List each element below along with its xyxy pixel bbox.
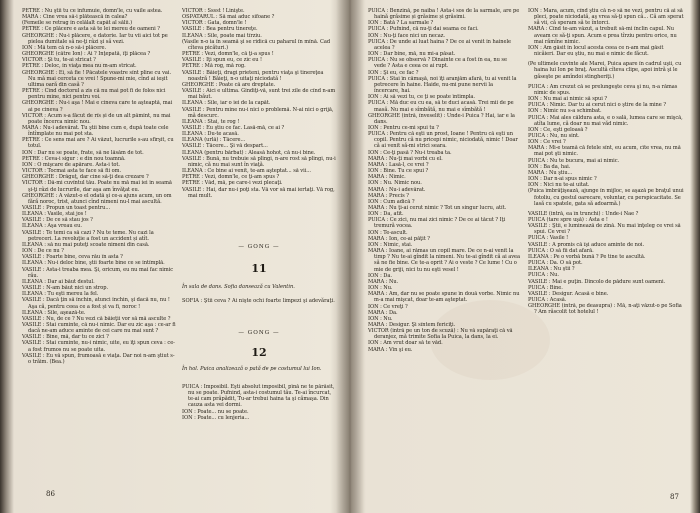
dialogue-paragraph: MARA : Desigur. Şi sîntem fericiţi. <box>368 321 456 328</box>
dialogue-paragraph: ILEANA : Vasile, stai jos ! <box>22 211 87 218</box>
dialogue-paragraph: ION : Şi eu, ce fac ? <box>368 69 419 76</box>
dialogue-paragraph: VASILE : Pentru mine nu-i nici o problemă. N-ai nici o grijă, mă descurc. <box>182 106 334 119</box>
dialogue-paragraph: VASILE : Bea pentru tinereţe. <box>182 26 258 33</box>
dialogue-paragraph: ION : O mişcare de apărare. Asta-i tot. <box>22 161 120 168</box>
dialogue-paragraph: VICTOR (intră pe un ton de scuză) : Nu vă supăraţi că vă deranjez, mă trimite Sofia la Puica, la dans, la ei. <box>368 328 513 341</box>
dialogue-paragraph: ION : Dar bine, mă, nu mi-a păsat. <box>368 51 456 58</box>
dialogue-paragraph: MARA : Am, dar nu se poate spune în două vorbe. Nimic nu m-a mai mişcat, doar te-am aşteptat. <box>368 291 520 304</box>
dialogue-paragraph: VASILE : Băieţi, dragi prieteni, pentru viaţa şi tinereţea noastră ! Băieţi, n-o uitaţi niciodată ! <box>182 69 324 82</box>
dialogue-paragraph: ILEANA (urlă) : Tăcere... <box>182 137 246 144</box>
dialogue-paragraph: ION : Dar nu se poate, frate, să ne lăsăm de tot. <box>22 149 144 156</box>
dialogue-paragraph: GHEORGHE (intră, înveselit) : Unde-i Puica ? Hai, iar e la dans. <box>368 112 515 125</box>
dialogue-paragraph: ILEANA : Du-te acasă. <box>182 131 239 138</box>
dialogue-paragraph: PUICA : Acasă. <box>528 297 567 304</box>
dialogue-paragraph: MARA : Lasă-l, ce vrei ? <box>368 161 429 168</box>
dialogue-paragraph: MARA : Da. <box>368 309 398 316</box>
scene-11-stage-direction: În sala de dans. Sofia dansează cu Valentin. <box>182 284 295 290</box>
dialogue-paragraph: ILEANA : să nu mai puteţi scoate nimeni din casă. <box>22 241 150 248</box>
dialogue-paragraph: VASILE : Bună, nu trebuie să plîngi, n-are rost să plîngi, nu-i nimic, că nu mai sunt în viaţă. <box>182 155 336 168</box>
dialogue-paragraph: PUICA : Ce zici, nu mai zici nimic ? De ce ai tăcut ? Îţi tremură vocea. <box>368 217 506 230</box>
dialogue-paragraph: (Vasile n-o ia în seamă şi se ridică cu paharul în mînă. Cad cîteva picături.) <box>182 38 331 51</box>
dialogue-paragraph: VASILE : Foarte bine, ceva rău în asta ? <box>22 254 123 261</box>
dialogue-paragraph: ILEANA : Sile, aşează-te. <box>22 309 86 316</box>
dialogue-paragraph: VICTOR : Gata, domn'le ! <box>182 20 247 27</box>
dialogue-paragraph: PETRE : Ceva-i sigur : e din nou toamnă. <box>22 155 126 162</box>
dialogue-paragraph: ILEANA : Pe o vorbă bună ? Pe tine te ascultă. <box>528 253 646 260</box>
dialogue-paragraph: ION : Cum adică ? <box>368 198 415 205</box>
dialogue-paragraph: PUICA : Nimic. Dar tu ai cerut nici o ştire de la mine ? <box>528 102 667 109</box>
dialogue-lines <box>22 8 176 365</box>
dialogue-paragraph: ILEANA (pentru bărbat) : Aleasă hohot, că nu-i bine. <box>182 149 316 156</box>
dialogue-paragraph: ION : Nu mai ai nimic să spui ? <box>528 96 608 103</box>
dialogue-paragraph: PUICA : Mai ales căldura asta, e o sală, lumea care se mişcă, atîta lume, că doar nu mai văd nimic. <box>528 114 683 127</box>
dialogue-paragraph: PUICA : Bine. <box>528 284 563 291</box>
dialogue-paragraph: VICTOR : Sssst ! Linişte. <box>182 8 245 14</box>
dialogue-paragraph: ION : Nu-ţi face nici un necaz. <box>368 32 445 39</box>
dialogue-paragraph: ION : Am vrut doar să te văd. <box>368 340 443 347</box>
dialogue-paragraph: PETRE : Ce sens mai are ? Ai văzut, lucrurile s-au sfîrşit, cu totul. <box>22 137 174 150</box>
dialogue-paragraph: PUICA : Stai în cămaşă, noi îţi aranjăm afară, tu ai venit la petrecere în haine. Haide, nu-mi pune nervii la încercare, hai. <box>368 75 517 95</box>
scene-12-dialogue <box>182 384 336 421</box>
dialogue-paragraph: MARA : Ion, ce-ai păţit ? <box>368 235 430 242</box>
dialogue-paragraph: ION : Am găsit în locul acesta ceea ce n-am mai găsit nicăieri. Dar eu ştiu, nu mai e nimic de făcut. <box>528 44 664 58</box>
dialogue-paragraph: PUICA : Nu. <box>528 272 559 279</box>
dialogue-paragraph: ION : Te-ascult. <box>368 229 408 236</box>
dialogue-paragraph: ILEANA : Nu-i deloc bine, ştii foarte bine ce se întîmplă. <box>22 260 165 267</box>
dialogue-paragraph: MARA : Nu. <box>368 278 399 285</box>
dialogue-paragraph: VASILE : Mai e puţin. Dincolo de pădure sunt oameni. <box>528 278 666 285</box>
dialogue-lines <box>182 8 336 199</box>
dialogue-paragraph: VASILE : A promis că îşi aduce aminte de noi. <box>528 241 645 248</box>
dialogue-paragraph: ION : Nimic, stai. <box>368 241 413 248</box>
dialogue-paragraph: MARA : Nu ţi-ai cerut nimic ? Tot un singur lucru, atît. <box>368 205 507 211</box>
dialogue-paragraph: VASILE : Eu vă spun, frumoasă e viaţa. Dar noi n-am ştiut s-o trăim. (Bea.) <box>22 352 175 365</box>
dialogue-paragraph: VASILE : Tăcere... Şi vă despart... <box>182 143 268 150</box>
scene-number-11: 11 <box>251 262 267 275</box>
dialogue-paragraph: MARA : Nu-i adevărat. Tu ştii bine cum e, după toate cele întîmplate nu mai pot sta. <box>22 124 169 138</box>
dialogue-paragraph: MARA : Nu-i adevărat. <box>368 186 426 193</box>
dialogue-paragraph: ILEANA : Tu eşti mereu la fel. <box>22 291 99 298</box>
dialogue-paragraph: GHEORGHE (intră, pe deasupra) : Mă, n-aţi văzut-o pe Sofia ? Am răscolit tot hotelul ! <box>528 303 682 316</box>
dialogue-paragraph: VASILE : Îţi spun eu, ce zic eu ! <box>182 57 263 64</box>
dialogue-paragraph: PUICA : Nu, nu sînt. <box>528 132 580 139</box>
dialogue-paragraph: ION : Ce vreţi ? <box>368 303 408 310</box>
dialogue-paragraph: MARA : Mi-e teamă că fetele sînt, eu acum, cîte vrea, nu mă mai pot şti nimic. <box>528 145 681 158</box>
dialogue-paragraph: ION : Bine. Tu ce spui ? <box>368 168 429 175</box>
scene-number-12: 12 <box>251 346 267 359</box>
dialogue-paragraph: GHEORGHE : Nu-i aşa ! Mai e cineva care te aşteaptă, mai ai pe cineva ? <box>22 100 173 113</box>
dialogue-paragraph: ILEANA : Stai, te rog ! <box>182 118 240 125</box>
left-page-column-1 <box>22 8 176 482</box>
dialogue-paragraph: ION : Da. <box>368 272 392 279</box>
dialogue-paragraph: PUICA : Pufnind, că nu-ţi dai seama ce faci. <box>368 26 479 33</box>
dialogue-paragraph: ION : Pentru ce-mi spui tu ? <box>368 124 439 131</box>
dialogue-paragraph: ION : Ce, eşti geloasă ? <box>528 126 588 133</box>
dialogue-paragraph: (Femeile se retrag în celălalt capăt al sălii.) <box>22 20 133 27</box>
dialogue-paragraph: ION : Nimic nu s-a schimbat. <box>528 108 602 115</box>
dialogue-paragraph: PUICA : Benzină, pe naiba ! Asta-i sos de la sarmale, are pe haină grăsime și grăsime și grăsimi. <box>368 8 520 21</box>
dialogue-paragraph: VASILE : Te temi ca să cazi ? Nu te teme. Nu cazi la petreceri. La revoluţie a fost un accident și atît. <box>22 229 154 242</box>
dialogue-paragraph: PETRE : Ce plăcere e asta să te lei mereu de oameni ? <box>22 26 160 33</box>
dialogue-paragraph: PUICA : Nu se observă ? Dinainte ce a fost în ea, nu se vede ? Asta e ceea ce ai rupt. <box>368 57 507 70</box>
dialogue-paragraph: PUICA : Da. O să pot. <box>528 260 583 267</box>
dialogue-paragraph: MARA : Nu ştiu... <box>528 169 573 176</box>
dialogue-paragraph: MARA : Nu-ţi mai vorbi cu el. <box>368 155 443 162</box>
dialogue-paragraph: ION : Poate... cu lenjeria... <box>182 414 250 421</box>
dialogue-paragraph: VASILE : Stai cuminte, că nu-i nimic. Dar eu zic aşa : ce-ar fi dacă ne-am aduce aminte de cei care nu mai sunt ? <box>22 321 176 335</box>
dialogue-paragraph: ION : Ai să vezi tu, ce ţi se poate întîmpla. <box>368 94 475 101</box>
right-page <box>368 8 686 507</box>
dialogue-paragraph: VICTOR : Tocmai asta te face să fii om. <box>22 168 122 175</box>
left-page <box>22 8 338 507</box>
scene-11-dialogue: SOFIA : Ştii ceva ? Ai nişte ochi foarte limpezi şi adevăraţi. <box>182 298 335 304</box>
dialogue-paragraph: ION : Nu. <box>368 315 393 322</box>
dialogue-paragraph: GHEORGHE : Nu-i plăcere, e datorie. Iar tu vii aici tot pe pielea dumitale să ne-ţi râzi şi să vezi. <box>22 32 168 45</box>
dialogue-paragraph: ILEANA : Aşa vreau eu. <box>22 223 82 230</box>
dialogue-paragraph: VASILE : Desigur. Acasă e bine. <box>528 290 609 297</box>
dialogue-paragraph: ION : Ce vrei ? <box>528 139 566 146</box>
right-page-column-2 <box>528 8 684 486</box>
dialogue-paragraph: PUICA : Vasile ! <box>528 235 569 242</box>
dialogue-paragraph: PUICA : Nu te bucura, mai ai nimic. <box>528 157 620 164</box>
dialogue-paragraph: PETRE : Mă rog, mă rog. <box>182 63 246 70</box>
dialogue-paragraph: ION : Ba da, hai. <box>528 163 571 170</box>
dialogue-paragraph: ION : Poate... nu se poate. <box>182 408 249 415</box>
dialogue-paragraph: VASILE : Aici e ultima. Gîndiţi-vă, sunt trei zile de cînd n-am mai băut. <box>182 88 336 101</box>
dialogue-paragraph: (Pe ultimele cuvinte ale Marei, Puica apare în cadrul uşii, cu haina lui Ion pe braţ. Ascultă cîteva clipe, apoi intră şi le găseşte pe amîndoi stingheriţi.) <box>528 61 682 80</box>
dialogue-paragraph: PETRE : Deloc, în viaţa mea nu m-am stricat. <box>22 63 137 70</box>
book-spine <box>336 0 364 513</box>
gong-divider: — GONG — <box>238 330 280 336</box>
dialogue-paragraph: VICTOR : Acum s-a făcut de rîs și de un alt pămînt, nu mai poate încerca nimic nou. <box>22 112 171 125</box>
dialogue-paragraph: ION : Bată ? La sarmale ? <box>368 20 434 27</box>
dialogue-paragraph: VASILE : Asta-i treaba mea. Şi, oricum, eu nu mai fac nimic rău. <box>22 266 174 279</box>
dialogue-paragraph: PETRE : Vezi, domn'le, că ţi-a spus ! <box>182 51 274 58</box>
dialogue-paragraph: VASILE (intră, ea în trunchi) : Unde-i Nae ? <box>528 210 639 217</box>
dialogue-paragraph: ION : Mara, acum, cînd ştiu că n-o să ne vezi, pentru că ai să pleci, poate niciodată, aş vrea să-ţi spun că... Că am sperat să vii, că speram să te întorci. <box>528 8 684 27</box>
dialogue-paragraph: VICTOR : Dă-mi cuvîntul tău. Poate nu mă mai iei în seamă şi-ţi râzi de lucrurile, dar aşa am învăţat eu. <box>22 180 172 193</box>
dialogue-paragraph: PUICA : Pentru că eşti un prost, Ioane ! Pentru că eşti un copil. Pentru că nu pricepi nimic, niciodată, nimic ! Doar că ai venit să-mi strici seara. <box>368 131 518 150</box>
dialogue-paragraph: PUICA : O să fii dat afară. <box>528 247 594 254</box>
dialogue-paragraph: ION : Ce-ţi pasă ? Nu-i treaba ta. <box>368 149 452 156</box>
dialogue-paragraph: MARA : Precis ? <box>368 192 409 199</box>
dialogue-paragraph: PUICA : Imposibil. Eşti absolut imposibil, pînă ne te părăsit, nu se poate. Pufnind, asta-i costumul tău. Te-ai încurcat, te-ai cam prăpădit, Tu-ar trebui haina ta şi cămaşa. Din cauza asta vei dormi. <box>182 384 335 409</box>
dialogue-paragraph: GHEORGHE : A văzut-o el odată şi ce-a ajuns acum, un om fără noroc, trist, atunci cînd nimeni nu-l mai ascultă. <box>22 192 172 205</box>
dialogue-paragraph: (Puica îmbrăţişează, ajunge în mijloc, se aşază pe braţul unui fotoliu, cu gestul oarecare, voluntar, cu perspicacitate. Se lasă cu spatele, gata să adoarmă.) <box>528 188 684 207</box>
gong-divider: — GONG — <box>238 244 280 250</box>
dialogue-paragraph: GHEORGHE : Ei, să fie ! Păcatele voastre sînt pline cu vai. Nu mă mai cerceta ce vrei ! Spune-mi mie, cînd ai ieşit ultima oară din casă ? <box>22 69 172 88</box>
dialogue-paragraph: ION : Nu. Nimic nou. <box>368 180 422 187</box>
dialogue-paragraph: GHEORGHE : Drăguţ, dar cine să-ţi dea crezare ? <box>22 174 149 181</box>
dialogue-paragraph: VICTOR : Şi tu, te-ai stricat ? <box>22 57 96 64</box>
dialogue-paragraph: PETRE : Nu ştii tu ce înfumuie, domn'le, cu vaile astea. <box>22 8 163 14</box>
dialogue-paragraph: VASILE : Propun un toast pentru... <box>22 205 111 211</box>
dialogue-paragraph: PETRE : Cînd doctorul a zis că nu mai pot fi de folos nici pentru mine, nici pentru voi. <box>22 88 166 101</box>
dialogue-paragraph: PETRE : Văd, mă, pe care-i vezi plecaţi. <box>182 180 283 187</box>
dialogue-lines <box>528 8 684 316</box>
dialogue-paragraph: ILEANA : Sile, iar o iei de la capăt. <box>182 100 271 107</box>
dialogue-paragraph: ION : De ce nu ? <box>22 248 64 255</box>
dialogue-paragraph: ION : Da, atît. <box>368 211 404 218</box>
dialogue-paragraph: ILEANA : Nu ştii ? <box>528 266 575 273</box>
dialogue-paragraph: GHEORGHE (către Ion) : Ai ? Înţepată, îţi plăcea ? <box>22 51 151 58</box>
right-page-column-1 <box>368 8 520 488</box>
dialogue-paragraph: ILEANA : Dar ai băut destul. <box>22 278 95 285</box>
dialogue-paragraph: VASILE : Stai cuminte, nu-i nimic, uite, eu îţi spun ceva : ce-a fost frumos nu se poate uita. <box>22 340 175 353</box>
dialogue-paragraph: VASILE : De ce să stau jos ? <box>22 217 93 224</box>
dialogue-paragraph: VASILE : N-am băut nici un strop. <box>22 285 109 292</box>
dialogue-paragraph: ILEANA : Sile, poate mai tîrziu. <box>182 32 262 39</box>
scene-12-stage-direction: În hol. Puica analizează o pată de pe costumul lui Ion. <box>182 366 322 372</box>
dialogue-paragraph: VASILE : Bine, mă, dar tu ce zici ? <box>22 334 109 341</box>
dialogue-lines <box>368 8 520 353</box>
dialogue-paragraph: VASILE : Nu, de ce ? Nu vezi că băieţii vor să mă asculte ? <box>22 315 171 322</box>
dialogue-paragraph: PUICA (tare spre uşă) : Asta e ! <box>528 217 608 223</box>
dialogue-paragraph: ION : Mă tem că n-o să-i plăcere. <box>22 44 107 51</box>
dialogue-paragraph: ION : Dar n-ai spus nimic ? <box>528 176 597 183</box>
page-number-left: 86 <box>46 490 55 498</box>
dialogue-paragraph: MARA : Cine vrea să-i plătească în calea? <box>22 14 128 21</box>
dialogue-paragraph: OSPĂTARUL : Să mai aduc sifoane ? <box>182 14 275 21</box>
left-page-column-2 <box>182 8 336 484</box>
dialogue-paragraph: ION : Nici nu te-ai uitat. <box>528 182 590 189</box>
dialogue-paragraph: MARA : Vin şi eu. <box>368 346 413 353</box>
dialogue-paragraph: VASILE : Eu ştiu ce fac. Lasă-mă, ce ai ? <box>182 124 285 131</box>
dialogue-paragraph: ION : Nu. <box>368 285 393 292</box>
dialogue-paragraph: MARA : Nimic. <box>368 174 406 181</box>
dialogue-paragraph: VASILE : Dacă ţin să închin, atunci închin, şi dacă nu, nu ! Aşa că, pentru ceea ce a fost și va fi, noroc ! <box>22 297 170 310</box>
dialogue-paragraph: PUICA : Am crezut că se prelungeşte ceva şi nu, n-a rămas nimic de spus. <box>528 83 678 96</box>
page-number-right: 87 <box>670 493 679 501</box>
dialogue-paragraph: PUICA : Mă duc eu cu ea, să te duci acasă. Trei mii de pe masă. Nu mai e sîmbătă, nu mai e sîmbătă ! <box>368 100 514 113</box>
dialogue-paragraph: PUICA : De unde ai luat haina ? De ce ai venit în hainele acelea ? <box>368 38 511 51</box>
dialogue-paragraph: MARA : Cînd te-am văzut, a trebuit să-mi înclin capul. Nu aveam ce să-ţi spun. Acum e prea tîrziu pentru orice, nu mai rămîne nimic. <box>528 26 677 45</box>
dialogue-paragraph: ILEANA : Ce bine ai venit, te-am aşteptat... să vii... <box>182 168 312 175</box>
dialogue-paragraph: GHEORGHE : Poate că are dreptate. <box>182 81 276 88</box>
dialogue-paragraph: MARA : Ioane, ai rămas un copil mare. De ce n-ai venit la timp ? Nu te-ai gîndit la nimeni. Nu te-ai gîndit că ai avea să ne fie bine. Ce te-a oprit ? Ai o veste ? Ce lume ! Cu o mie de griji, nici tu nu eşti vesel ! <box>368 248 520 273</box>
dialogue-paragraph: VASILE : Ştii, e luminează de zînă. Nu mai înţeleg ce vrei să spui. Ce vrei ? <box>528 223 681 236</box>
dialogue-paragraph: VASILE : Hai, dar nu-i poţi sta. Vă vor să mai iertaţi. Vă rog, mai mult. <box>182 186 335 199</box>
dialogue-paragraph: PETRE : Vezi, domn'le, ce ţi-am spus ? <box>182 174 280 181</box>
